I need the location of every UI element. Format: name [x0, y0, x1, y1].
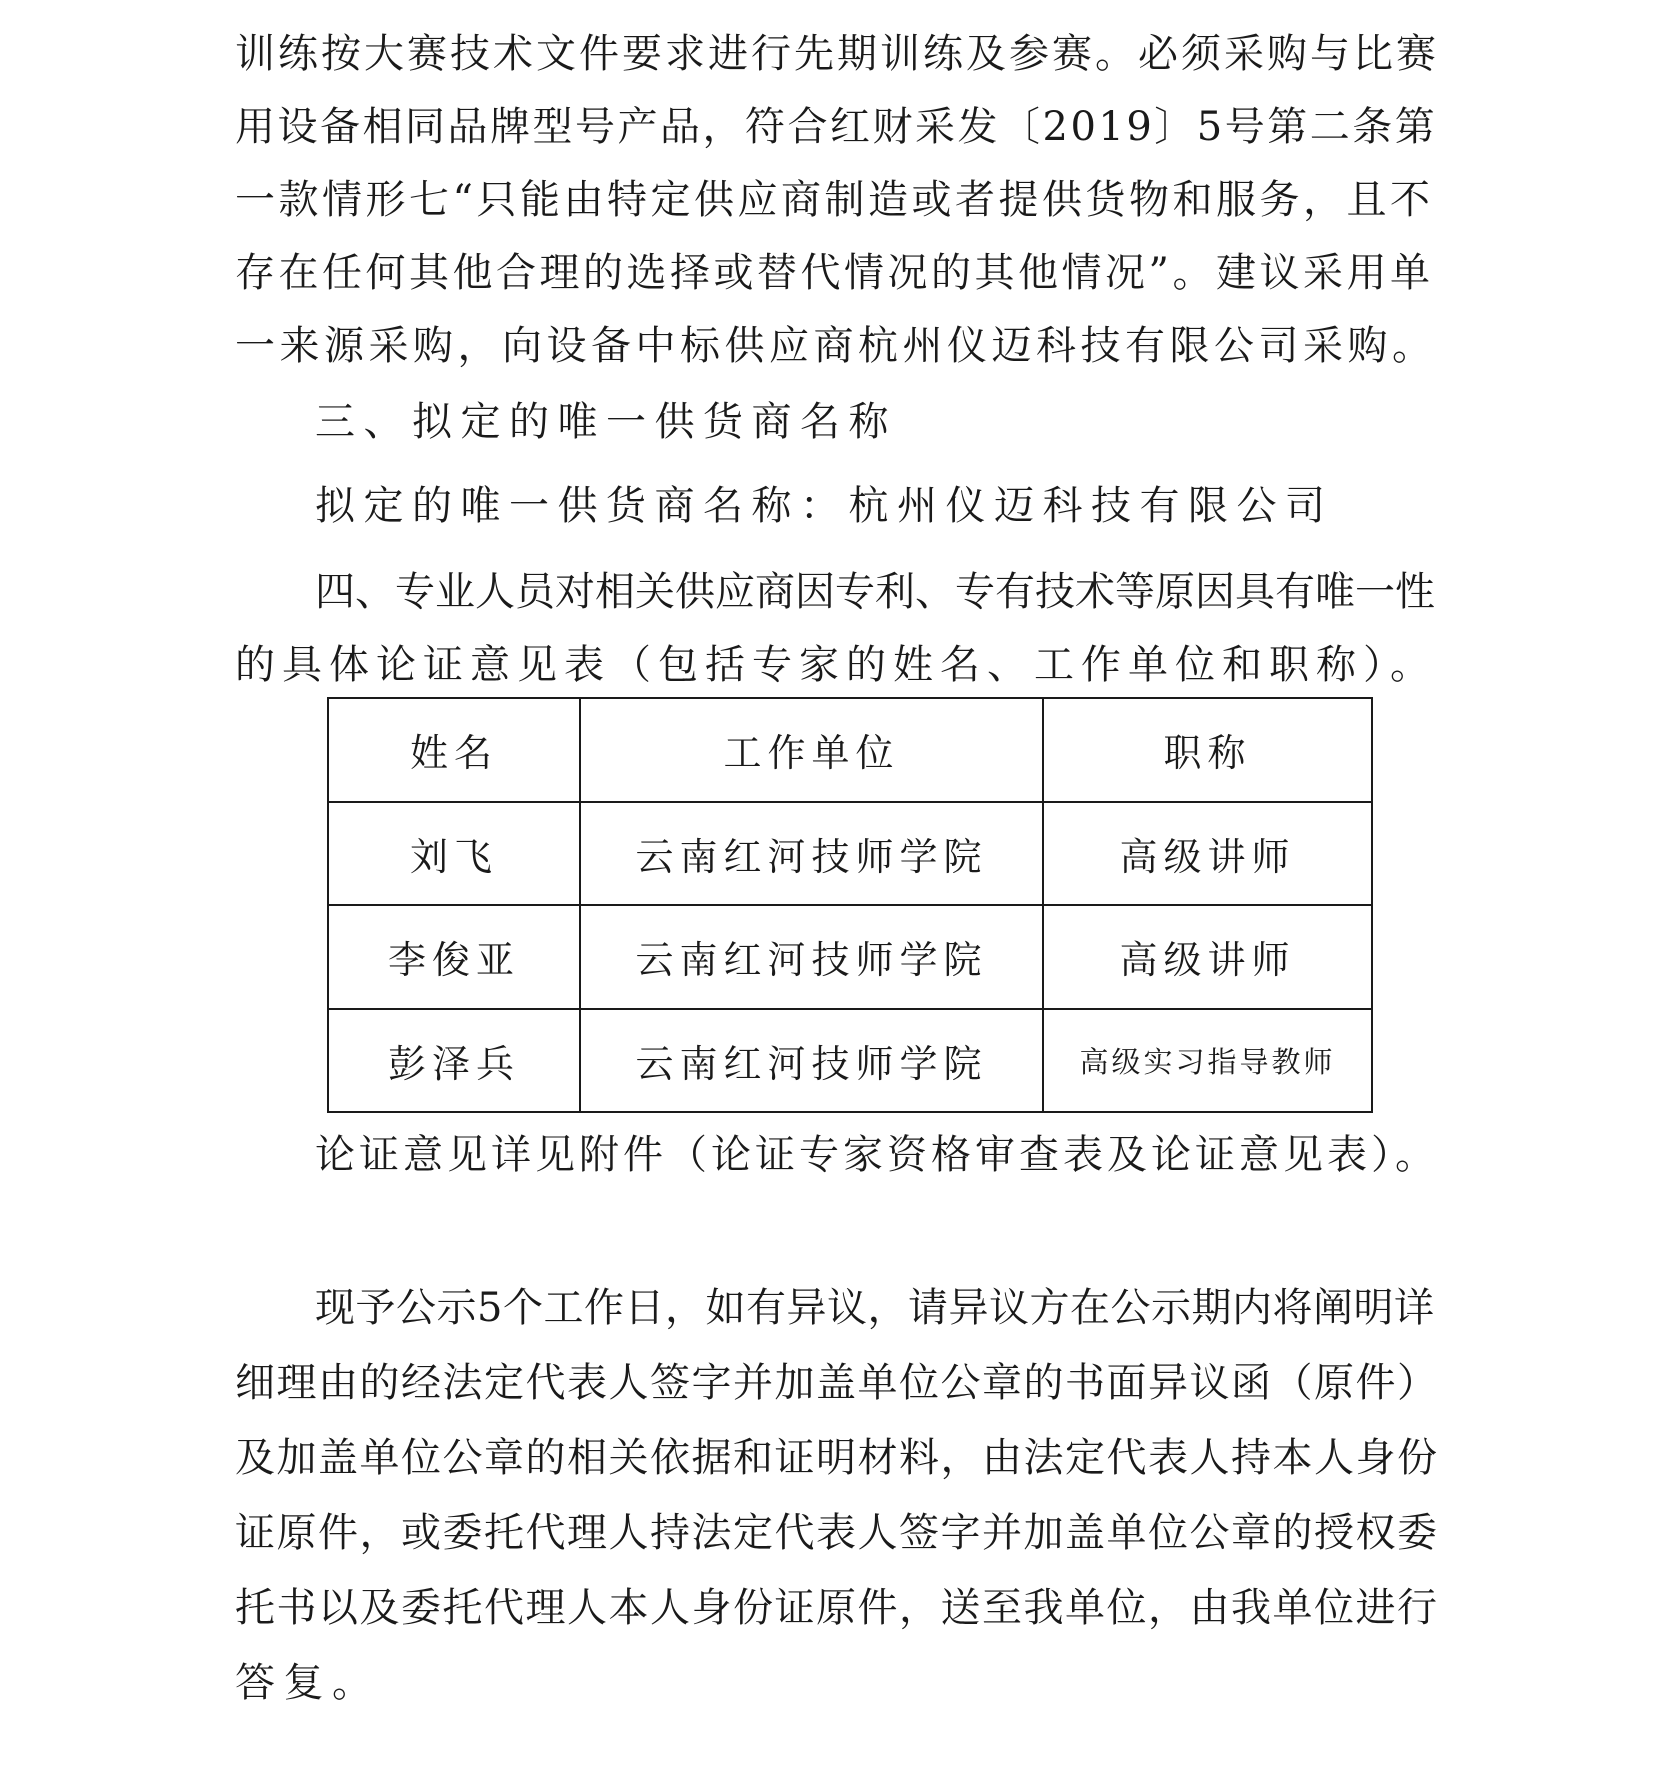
paragraph-line: 一款情形七“只能由特定供应商制造或者提供货物和服务，且不 — [235, 177, 1434, 223]
section-heading: 三、拟定的唯一供货商名称 — [315, 399, 897, 445]
notice-line: 答复。 — [235, 1660, 381, 1706]
table-cell-title: 高级实习指导教师 — [1043, 1009, 1372, 1113]
table-cell-unit: 云南红河技师学院 — [580, 1009, 1043, 1113]
table-header-cell: 工作单位 — [580, 698, 1043, 802]
section-body: 拟定的唯一供货商名称：杭州仪迈科技有限公司 — [315, 483, 1334, 529]
paragraph-line: 一来源采购，向设备中标供应商杭州仪迈科技有限公司采购。 — [235, 323, 1437, 369]
table-cell-title: 高级讲师 — [1043, 905, 1372, 1009]
table-header-row — [328, 698, 1372, 802]
notice-line: 现予公示5个工作日，如有异议，请异议方在公示期内将阐明详 — [315, 1285, 1435, 1331]
section-heading: 四、专业人员对相关供应商因专利、专有技术等原因具有唯一性 — [315, 569, 1435, 615]
table-header-cell: 职称 — [1043, 698, 1372, 802]
table-row — [328, 905, 1372, 1009]
table-cell-name: 李俊亚 — [328, 905, 580, 1009]
notice-line: 细理由的经法定代表人签字并加盖单位公章的书面异议函（原件） — [235, 1360, 1439, 1406]
paragraph-line: 用设备相同品牌型号产品，符合红财采发〔2019〕5号第二条第 — [235, 104, 1438, 150]
paragraph-line: 存在任何其他合理的选择或替代情况的其他情况”。建议采用单 — [235, 250, 1434, 296]
section-heading-continuation: 的具体论证意见表（包括专家的姓名、工作单位和职称）。 — [235, 642, 1437, 688]
attachment-note: 论证意见详见附件（论证专家资格审查表及论证意见表）。 — [315, 1132, 1439, 1178]
expert-table — [327, 697, 1373, 1113]
table-cell-name: 刘飞 — [328, 802, 580, 906]
notice-line: 托书以及委托代理人本人身份证原件，送至我单位，由我单位进行 — [235, 1585, 1439, 1631]
table-cell-unit: 云南红河技师学院 — [580, 905, 1043, 1009]
paragraph-line: 训练按大赛技术文件要求进行先期训练及参赛。必须采购与比赛 — [235, 31, 1439, 77]
table-cell-unit: 云南红河技师学院 — [580, 802, 1043, 906]
notice-line: 证原件，或委托代理人持法定代表人签字并加盖单位公章的授权委 — [235, 1510, 1439, 1556]
table-row — [328, 1009, 1372, 1113]
table-row — [328, 802, 1372, 906]
table-cell-title: 高级讲师 — [1043, 802, 1372, 906]
table-cell-name: 彭泽兵 — [328, 1009, 580, 1113]
table-header-cell: 姓名 — [328, 698, 580, 802]
notice-line: 及加盖单位公章的相关依据和证明材料，由法定代表人持本人身份 — [235, 1435, 1439, 1481]
